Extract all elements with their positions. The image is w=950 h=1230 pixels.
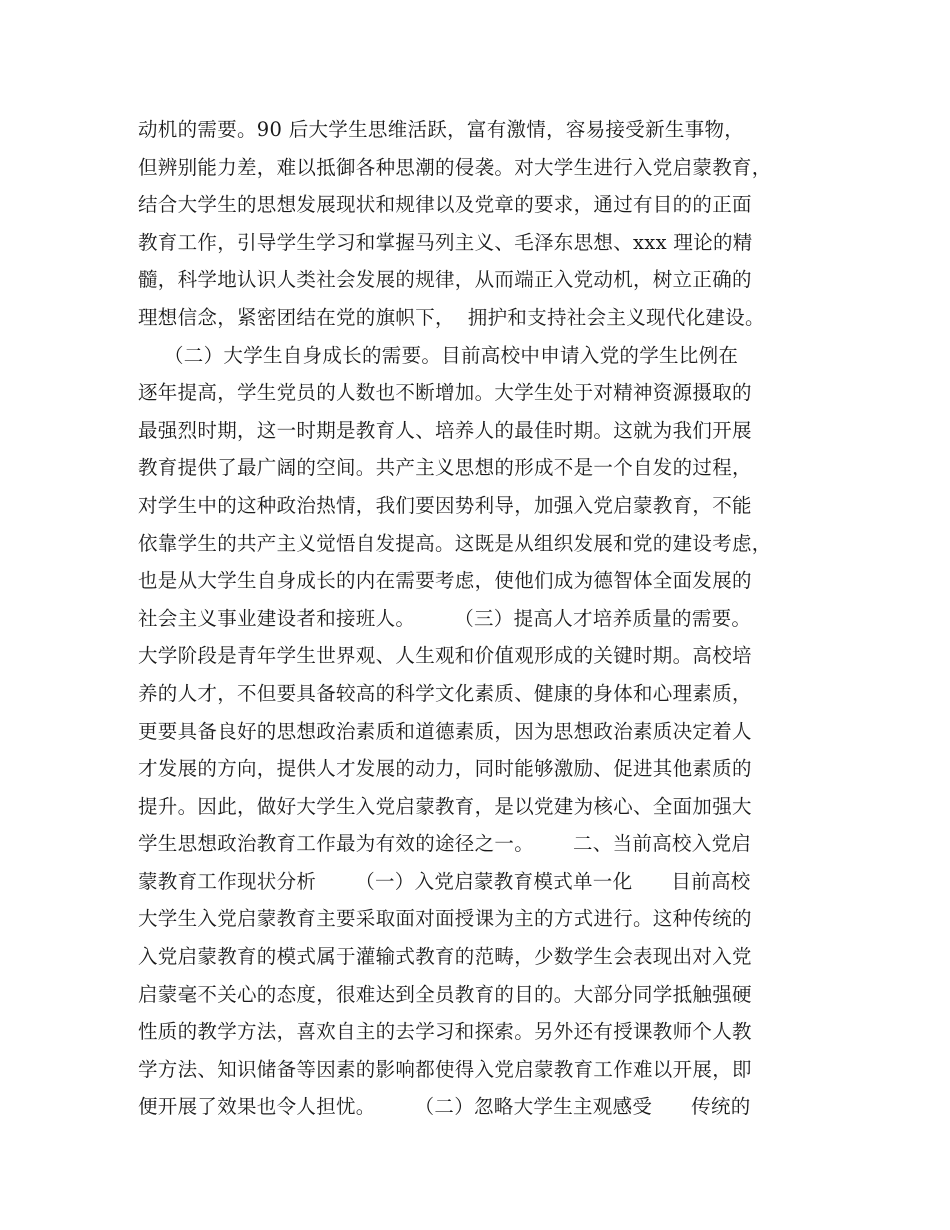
- text-line: 才发展的方向，提供人才发展的动力，同时能够激励、促进其他素质的: [138, 757, 752, 781]
- text-line: 性质的教学方法，喜欢自主的去学习和探索。另外还有授课教师个人教: [138, 1020, 752, 1044]
- text-line: 理想信念，紧密团结在党的旗帜下， 拥护和支持社会主义现代化建设。: [138, 305, 765, 329]
- text-line: 蒙教育工作现状分析 （一）入党启蒙教育模式单一化 目前高校: [138, 869, 751, 893]
- text-line: 提升。因此，做好大学生入党启蒙教育，是以党建为核心、全面加强大: [138, 794, 752, 818]
- text-line: 动机的需要。90 后大学生思维活跃，富有激情，容易接受新生事物，: [138, 118, 745, 141]
- text-line: 教育工作，引导学生学习和掌握马列主义、毛泽东思想、xxx 理论的精: [138, 230, 753, 254]
- text-line: 入党启蒙教育的模式属于灌输式教育的范畴，少数学生会表现出对入党: [138, 945, 752, 969]
- text-line: 教育提供了最广阔的空间。共产主义思想的形成不是一个自发的过程，: [138, 456, 752, 480]
- text-line: 更要具备良好的思想政治素质和道德素质，因为思想政治素质决定着人: [138, 719, 752, 743]
- text-line: 最强烈时期，这一时期是教育人、培养人的最佳时期。这就为我们开展: [138, 418, 752, 442]
- body-text: [138, 111, 828, 1126]
- text-line: 社会主义事业建设者和接班人。 （三）提高人才培养质量的需要。: [138, 606, 752, 630]
- text-line: 便开展了效果也令人担忧。 （二）忽略大学生主观感受 传统的: [138, 1095, 751, 1119]
- text-line: 启蒙毫不关心的态度，很难达到全员教育的目的。大部分同学抵触强硬: [138, 982, 752, 1006]
- text-line: 大学阶段是青年学生世界观、人生观和价值观形成的关键时期。高校培: [138, 644, 752, 668]
- text-line: 大学生入党启蒙教育主要采取面对面授课为主的方式进行。这种传统的: [138, 907, 752, 931]
- text-line: 结合大学生的思想发展现状和规律以及党章的要求，通过有目的的正面: [138, 193, 752, 217]
- text-line: 学生思想政治教育工作最为有效的途径之一。 二、当前高校入党启: [138, 832, 752, 856]
- text-line: 对学生中的这种政治热情，我们要因势利导，加强入党启蒙教育，不能: [138, 493, 752, 517]
- text-line: （二）大学生自身成长的需要。目前高校中申请入党的学生比例在: [138, 343, 739, 367]
- text-line: 逐年提高，学生党员的人数也不断增加。大学生处于对精神资源摄取的: [138, 381, 752, 405]
- text-line: 也是从大学生自身成长的内在需要考虑，使他们成为德智体全面发展的: [138, 569, 752, 593]
- text-line: 依靠学生的共产主义觉悟自发提高。这既是从组织发展和党的建设考虑，: [138, 531, 772, 555]
- text-line: 但辨别能力差，难以抵御各种思潮的侵袭。对大学生进行入党启蒙教育，: [138, 155, 772, 179]
- text-line: 养的人才，不但要具备较高的科学文化素质、健康的身体和心理素质，: [138, 681, 752, 705]
- text-line: 髓，科学地认识人类社会发展的规律，从而端正入党动机，树立正确的: [138, 268, 752, 292]
- text-line: 学方法、知识储备等因素的影响都使得入党启蒙教育工作难以开展，即: [138, 1057, 752, 1081]
